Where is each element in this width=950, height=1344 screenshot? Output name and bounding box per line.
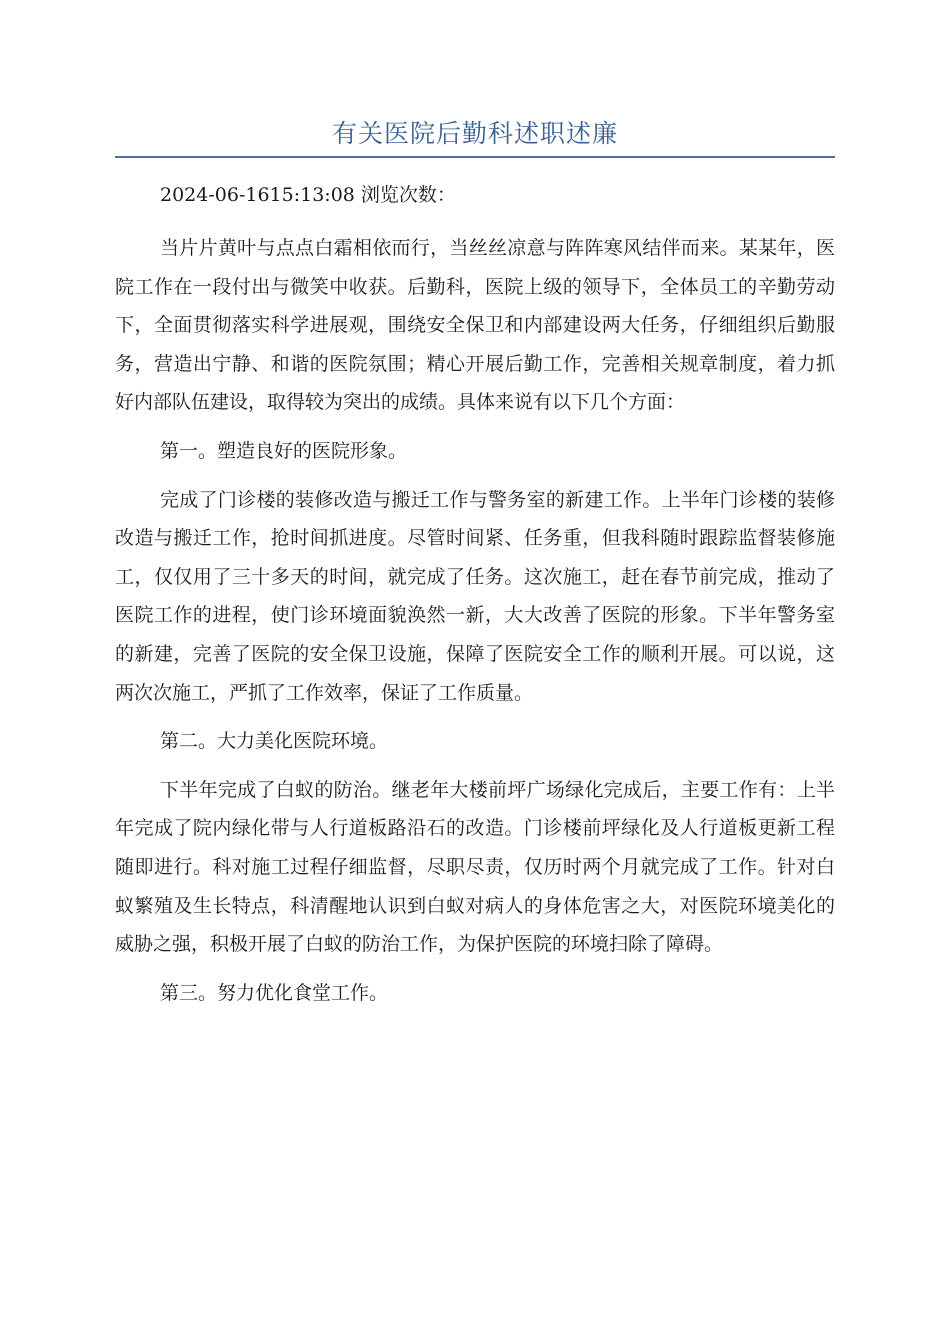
publish-info: 2024-06-1615:13:08 浏览次数： [160, 184, 456, 206]
paragraph-intro: 当片片黄叶与点点白霜相依而行，当丝丝凉意与阵阵寒风结伴而来。某某年，医院工作在一段付出与微笑中收获。后勤科，医院上级的领导下，全体员工的辛勤劳动下，全面贯彻落实科学进展观，围绕安全保卫和内部建设两大任务，仔细组织后勤服务，营造出宁静、和谐的医院氛围；精心开展后勤工作，完善相关规章制度，着力抓好内部队伍建设，取得较为突出的成绩。具体来说有以下几个方面： [115, 237, 835, 414]
paragraph-section-1: 完成了门诊楼的装修改造与搬迁工作与警务室的新建工作。上半年门诊楼的装修改造与搬迁工作，抢时间抓进度。尽管时间紧、任务重，但我科随时跟踪监督装修施工，仅仅用了三十多天的时间，就完成了任务。这次施工，赶在春节前完成，推动了医院工作的进程，使门诊环境面貌涣然一新，大大改善了医院的形象。下半年警务室的新建，完善了医院的安全保卫设施，保障了医院安全工作的顺利开展。可以说，这两次次施工，严抓了工作效率，保证了工作质量。 [115, 488, 835, 704]
paragraph-section-2: 下半年完成了白蚁的防治。继老年大楼前坪广场绿化完成后，主要工作有：上半年完成了院内绿化带与人行道板路沿石的改造。门诊楼前坪绿化及人行道板更新工程随即进行。科对施工过程仔细监督，尽职尽责，仅历时两个月就完成了工作。针对白蚁繁殖及生长特点，科清醒地认识到白蚁对病人的身体危害之大，对医院环境美化的威胁之强，积极开展了白蚁的防治工作，为保护医院的环境扫除了障碍。 [115, 778, 835, 956]
section-heading-2: 第二。大力美化医院环境。 [160, 730, 389, 753]
title-block [115, 112, 835, 158]
document-title: 有关医院后勤科述职述廉 [331, 119, 618, 148]
section-heading-3: 第三。努力优化食堂工作。 [160, 981, 389, 1004]
section-heading-1: 第一。塑造良好的医院形象。 [160, 439, 408, 462]
document-body [115, 229, 835, 1022]
